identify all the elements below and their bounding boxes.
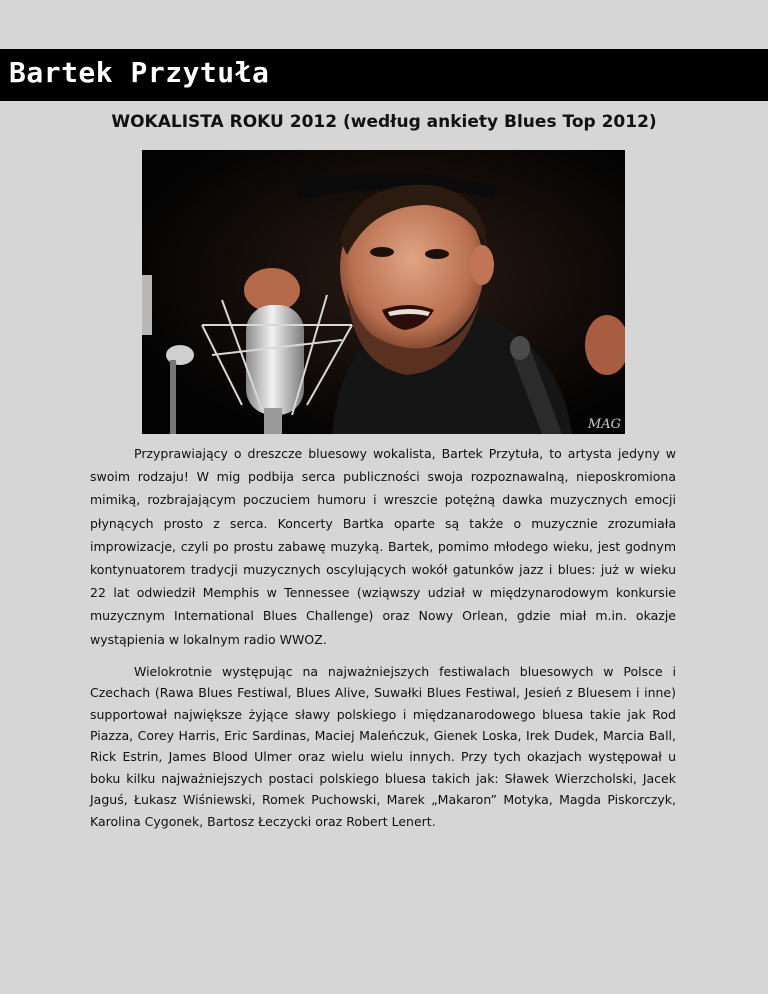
biography-paragraph-2: Wielokrotnie występując na najważniejszych festiwalach bluesowych w Polsce i Czechach (Rawa Blues Festiwal, Blues Alive, Suwałki Blues Festiwal, Jesień z Bluesem i inne) supportował największe żyjące sławy polskiego i międzanarodowego bluesa takie jak Rod Piazza, Corey Harris, Eric Sardinas, Maciej Maleńczuk, Gienek Loska, Irek Dudek, Marcia Ball, Rick Estrin, James Blood Ulmer oraz wielu wielu innych. Przy tych okazjach występował u boku kilku najważniejszych postaci polskiego bluesa takich jak: Sławek Wierzcholski, Jacek Jaguś, Łukasz Wiśniewski, Romek Puchowski, Marek „Makaron” Motyka, Magda Piskorczyk, Karolina Cygonek, Bartosz Łeczycki oraz Robert Lenert. — [90, 663, 676, 829]
photo-watermark: MAG — [587, 417, 621, 432]
biography-paragraph-1: Przyprawiający o dreszcze bluesowy wokalista, Bartek Przytuła, to artysta jedyny w swoim rodzaju! W mig podbija serca publiczności swoja rozpoznawalną, nieposkromiona mimiką, rozbrajającym poczuciem humoru i wreszcie potężną dawka muzycznych emocji płynących prosto z serca. Koncerty Bartka oparte są także o muzycznie zrozumiała improwizacje, czyli po prostu zabawę muzyką. Bartek, pomimo młodego wieku, jest godnym kontynuatorem tradycji muzycznych oscylujących wokół gatunków jazz i blues: już w wieku 22 lat odwiedził Memphis w Tennessee (wziąwszy udział w międzynarodowym konkursie muzycznym International Blues Challenge) oraz Nowy Orlean, gdzie miał m.in. okazje wystąpienia w lokalnym radio WWOZ. — [90, 446, 676, 647]
award-subtitle: WOKALISTA ROKU 2012 (według ankiety Blues Top 2012) — [111, 112, 657, 132]
singer-at-microphone-image — [142, 150, 625, 434]
artist-name-title: Bartek Przytuła — [9, 56, 270, 89]
header-banner — [0, 49, 768, 101]
biography-text — [90, 442, 676, 832]
artist-photo — [142, 150, 625, 434]
